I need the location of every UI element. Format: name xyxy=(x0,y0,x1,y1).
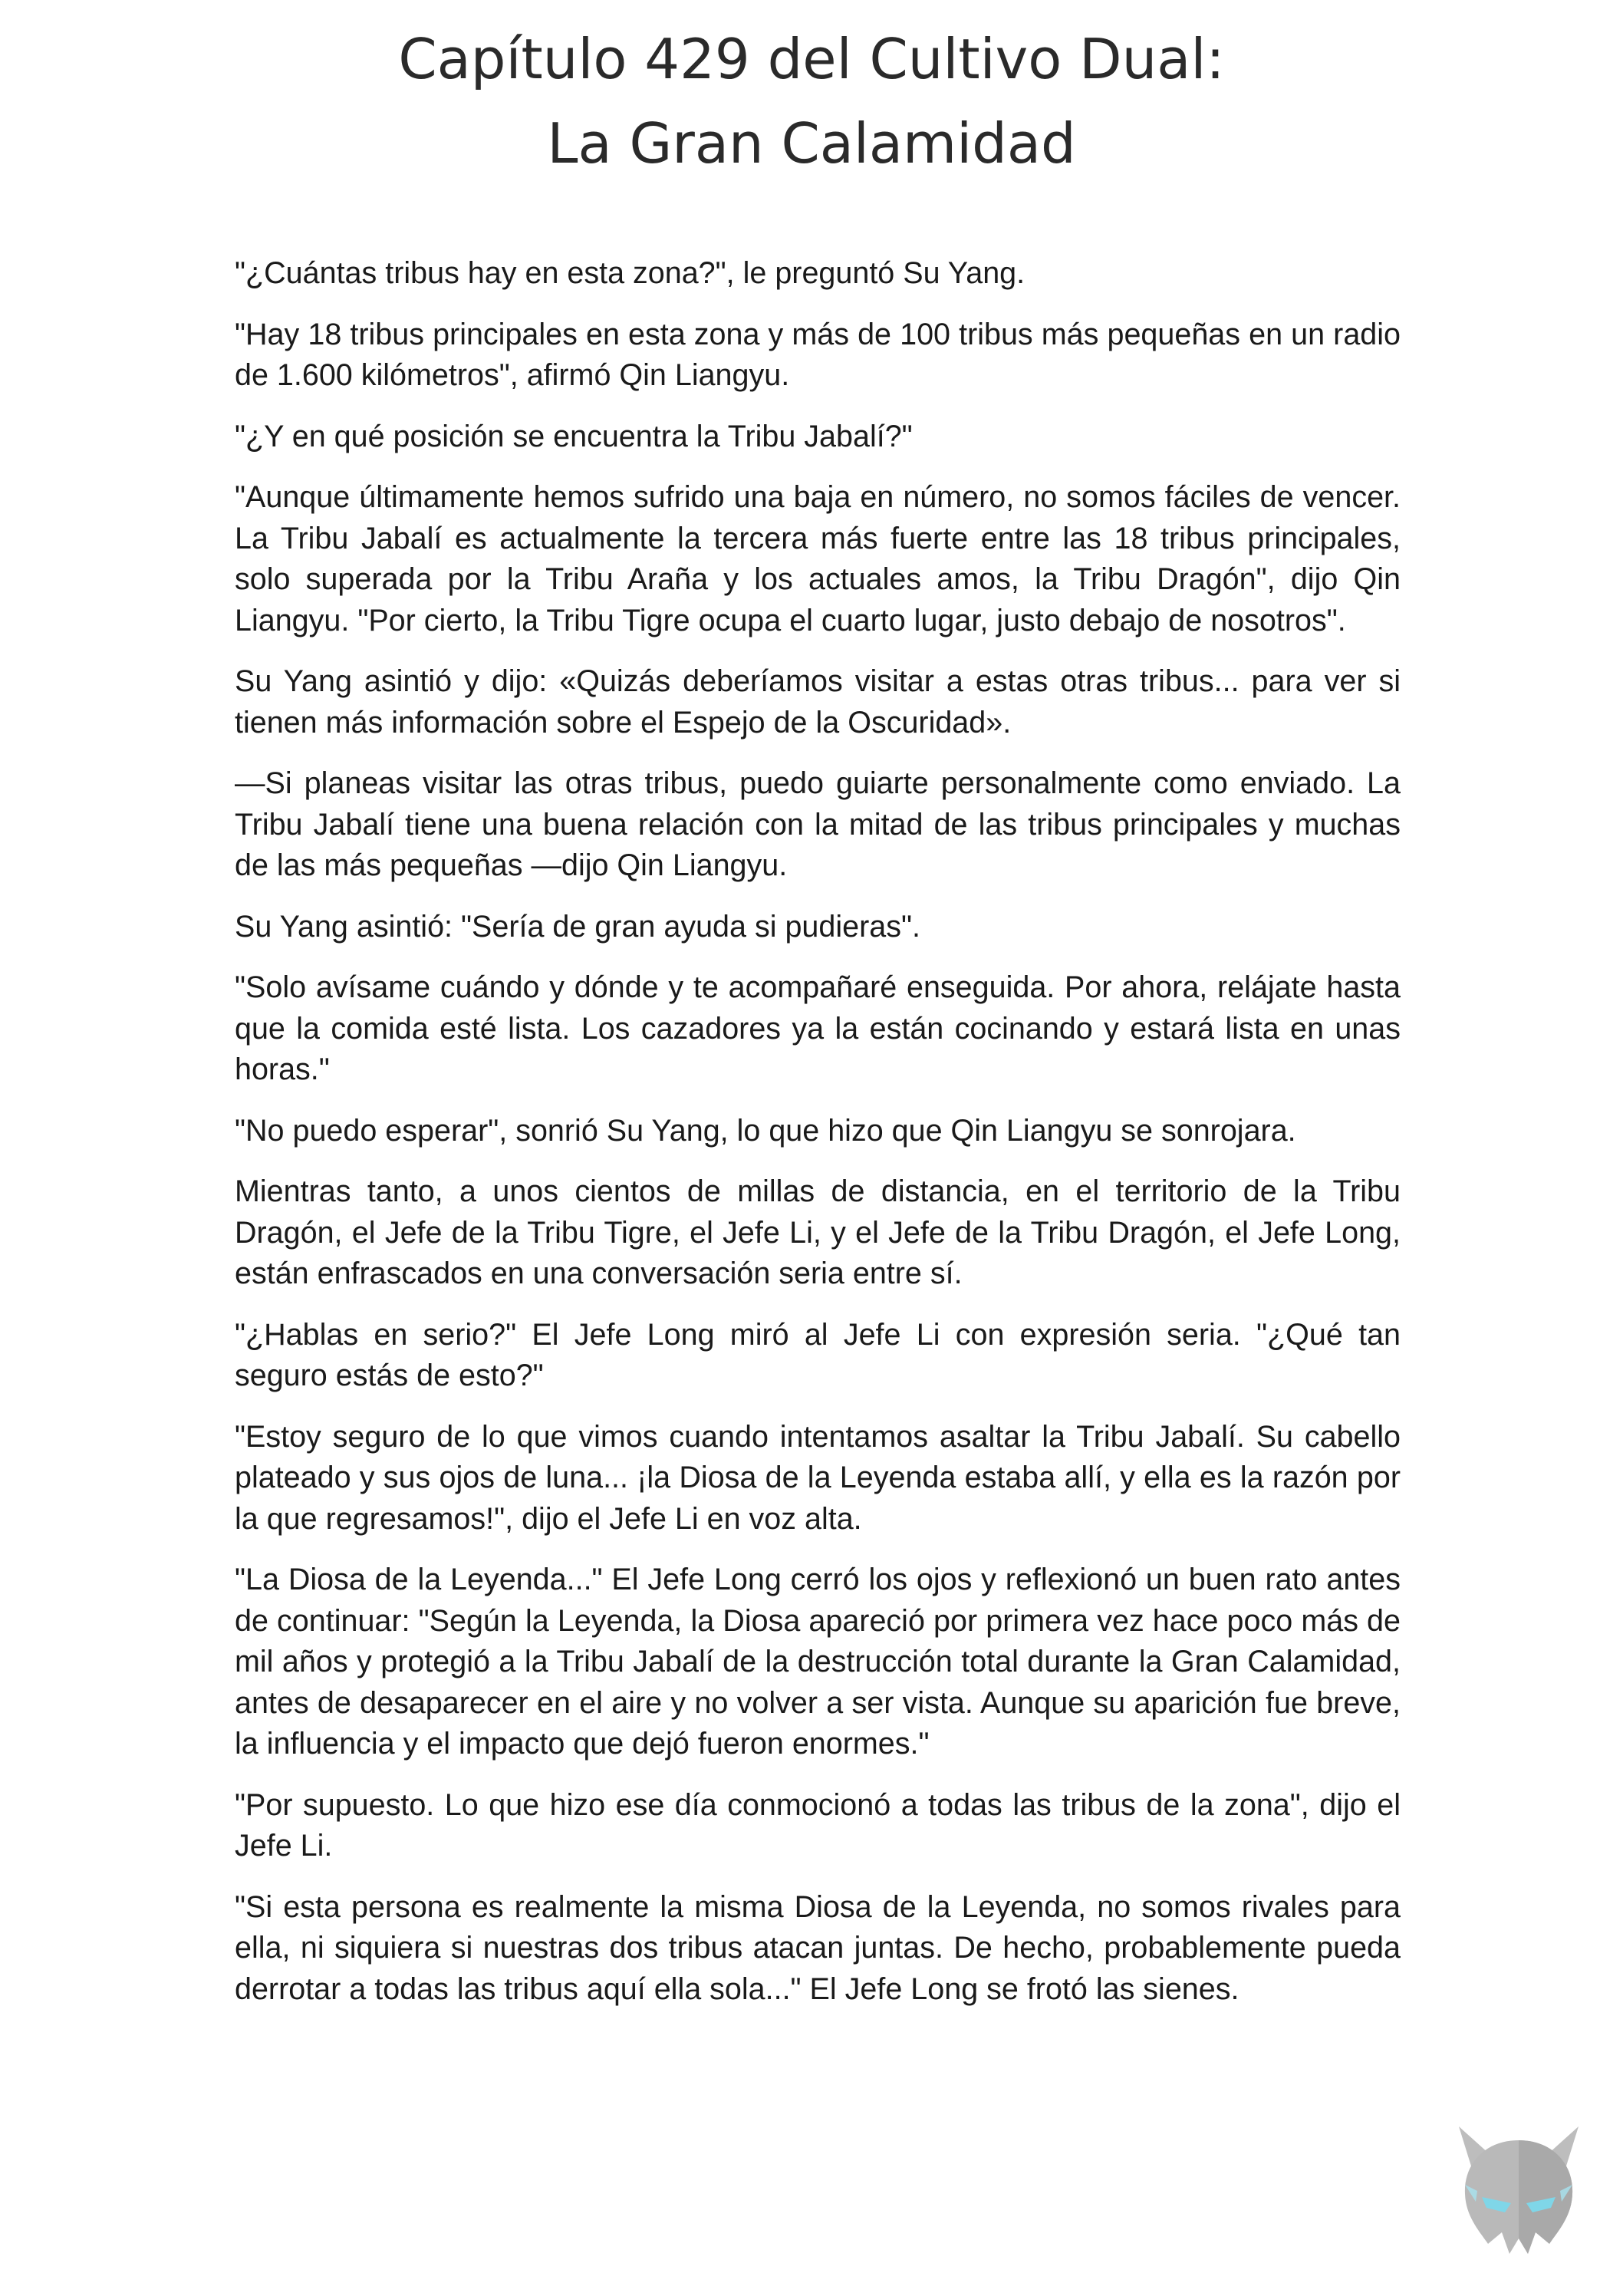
paragraph: "¿Y en qué posición se encuentra la Tribu Jabalí?" xyxy=(235,419,913,453)
paragraph: "¿Cuántas tribus hay en esta zona?", le preguntó Su Yang. xyxy=(235,256,1025,290)
paragraph: Su Yang asintió: "Sería de gran ayuda si pudieras". xyxy=(235,909,920,944)
paragraph: Mientras tanto, a unos cientos de millas de distancia, en el territorio de la Tribu Dragón, el Jefe de la Tribu Tigre, el Jefe Li, y el Jefe de la Tribu Dragón, el Jefe Long, están enfrascados en una conversación seria entre sí. xyxy=(235,1174,1401,1290)
chapter-body xyxy=(235,253,1401,2030)
chapter-title-line-2: La Gran Calamidad xyxy=(547,111,1076,176)
paragraph: "Por supuesto. Lo que hizo ese día conmocionó a todas las tribus de la zona", dijo el Jefe Li. xyxy=(235,1787,1401,1863)
paragraph: "Hay 18 tribus principales en esta zona y más de 100 tribus más pequeñas en un radio de 1.600 kilómetros", afirmó Qin Liangyu. xyxy=(235,317,1401,392)
paragraph: "Estoy seguro de lo que vimos cuando intentamos asaltar la Tribu Jabalí. Su cabello plateado y sus ojos de luna... ¡la Diosa de la Leyenda estaba allí, y ella es la razón por la que regresamos!", dijo el Jefe Li en voz alta. xyxy=(235,1419,1401,1536)
paragraph: "Si esta persona es realmente la misma Diosa de la Leyenda, no somos rivales para ella, ni siquiera si nuestras dos tribus atacan juntas. De hecho, probablemente pueda derrotar a todas las tribus aquí ella sola..." El Jefe Long se frotó las sienes. xyxy=(235,1889,1401,2006)
paragraph: "Aunque últimamente hemos sufrido una baja en número, no somos fáciles de vencer. La Tribu Jabalí es actualmente la tercera más fuerte entre las 18 tribus principales, solo superada por la Tribu Araña y los actuales amos, la Tribu Dragón", dijo Qin Liangyu. "Por cierto, la Tribu Tigre ocupa el cuarto lugar, justo debajo de nosotros". xyxy=(235,480,1401,637)
paragraph: —Si planeas visitar las otras tribus, puedo guiarte personalmente como enviado. La Tribu Jabalí tiene una buena relación con la mitad de las tribus principales y muchas de las más pequeñas —dijo Qin Liangyu. xyxy=(235,766,1401,882)
paragraph: "La Diosa de la Leyenda..." El Jefe Long cerró los ojos y reflexionó un buen rato antes de continuar: "Según la Leyenda, la Diosa apareció por primera vez hace poco más de mil años y protegió a la Tribu Jabalí de la destrucción total durante la Gran Calamidad, antes de desaparecer en el aire y no volver a ser vista. Aunque su aparición fue breve, la influencia y el impacto que dejó fueron enormes." xyxy=(235,1563,1401,1761)
chapter-title-line-1: Capítulo 429 del Cultivo Dual: xyxy=(398,27,1225,91)
paragraph: "Solo avísame cuándo y dónde y te acompañaré enseguida. Por ahora, relájate hasta que la comida esté lista. Los cazadores ya la están cocinando y estará lista en unas horas." xyxy=(235,970,1401,1086)
demon-head-logo-icon xyxy=(1442,2117,1595,2278)
paragraph: Su Yang asintió y dijo: «Quizás deberíamos visitar a estas otras tribus... para ver si tienen más información sobre el Espejo de la Oscuridad». xyxy=(235,664,1401,740)
paragraph: "No puedo esperar", sonrió Su Yang, lo que hizo que Qin Liangyu se sonrojara. xyxy=(235,1113,1296,1148)
chapter-title xyxy=(0,17,1623,186)
paragraph: "¿Hablas en serio?" El Jefe Long miró al Jefe Li con expresión seria. "¿Qué tan seguro estás de esto?" xyxy=(235,1317,1401,1392)
